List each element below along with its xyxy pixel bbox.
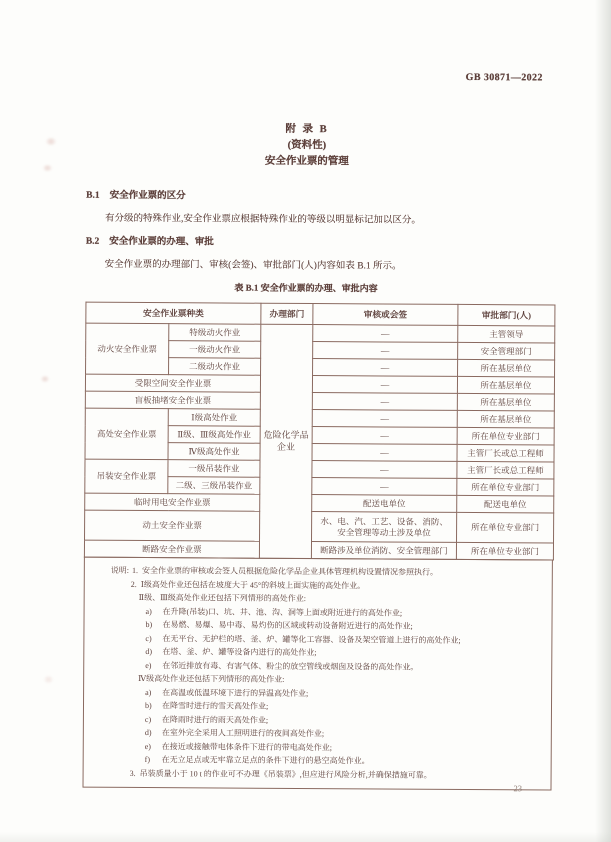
note-letter: d) — [145, 647, 153, 657]
table-row — [85, 510, 554, 543]
table-cell: — — [313, 325, 458, 343]
note-letter: e) — [145, 660, 152, 670]
section-b2-heading — [86, 233, 214, 248]
table-cell: — — [312, 410, 457, 428]
table-cell: 危险化学品企业 — [259, 324, 312, 558]
table-cell: 动火安全作业票 — [86, 323, 169, 375]
table-cell: 一级吊装作业 — [168, 460, 260, 478]
table-cell: Ⅳ级高处作业 — [168, 443, 260, 461]
table-cell: 断路安全作业票 — [84, 540, 259, 558]
table-cell: 一级动火作业 — [169, 341, 261, 359]
appendix-title-block — [1, 120, 611, 172]
notes-label: 说明: — [110, 565, 130, 575]
table-cell: 所在基层单位 — [458, 359, 555, 377]
page-number: 23 — [513, 783, 523, 794]
table-cell: 断路涉及单位消防、安全管理部门 — [311, 542, 456, 560]
note-letter: b) — [144, 701, 152, 711]
section-b1-paragraph: 有分级的特殊作业,安全作业票应根据特殊作业的等级以明显标记加以区分。 — [104, 213, 421, 226]
appendix-name: 安全作业票的管理 — [264, 155, 349, 168]
table-row — [85, 459, 554, 479]
note-line — [84, 766, 543, 782]
header-handler: 办理部门 — [261, 303, 313, 324]
table-b1-container — [82, 302, 555, 794]
note-letter: f) — [144, 755, 151, 765]
table-cell: — — [313, 342, 458, 360]
table-cell: Ⅱ级、Ⅲ级高处作业 — [168, 426, 260, 444]
note-text: 在降雨时进行的雨天高处作业; — [161, 714, 269, 725]
table-row — [85, 408, 554, 428]
note-text: 在邻近排放有毒、有害气体、粉尘的放空管线或烟囱及设备的高处作业。 — [162, 660, 419, 672]
table-cell: 主管厂长或总工程师 — [457, 461, 554, 479]
note-text: 吊装质量小于 10 t 的作业可不办理《吊装票》,但应进行风险分析,并确保措施可靠。 — [139, 768, 432, 780]
header-review: 审核或会签 — [313, 304, 458, 326]
section-b2-title: 安全作业票的办理、审批 — [109, 236, 214, 248]
table-b1 — [84, 302, 556, 561]
table-cell: 高处安全作业票 — [85, 408, 168, 460]
note-number: 3. — [129, 768, 136, 778]
note-text: Ⅳ级高处作业还包括下列情形的高处作业: — [138, 673, 285, 684]
table-cell: 所在基层单位 — [457, 376, 554, 394]
table-cell: 所在基层单位 — [457, 393, 554, 411]
table-cell: 所在基层单位 — [457, 410, 554, 428]
appendix-title: 附 录 B — [285, 123, 329, 136]
table-cell: — — [312, 393, 457, 411]
note-text: 在室外完全采用人工照明进行的夜间高处作业; — [161, 728, 325, 739]
note-letter: a) — [145, 687, 152, 697]
section-b1-heading — [86, 187, 186, 202]
header-approver: 审批部门(人) — [458, 304, 555, 326]
table-cell — [312, 512, 457, 543]
table-cell: 所在单位专业部门 — [457, 427, 554, 445]
table-cell: 主管厂长或总工程师 — [457, 444, 554, 462]
note-text: 在升降(吊装)口、坑、井、池、沟、洞等上面或附近进行的高处作业; — [162, 606, 403, 618]
table-cell: — — [312, 461, 457, 479]
note-number: 1. — [132, 565, 139, 575]
table-cell: 二级动火作业 — [169, 358, 261, 376]
note-letter: e) — [144, 741, 152, 751]
table-caption: 表 B.1 安全作业票的办理、审批内容 — [234, 282, 378, 294]
table-cell: — — [312, 376, 457, 394]
note-text: 在降雪时进行的雪天高处作业; — [161, 701, 269, 711]
note-text: 在接近或接触带电体条件下进行的带电高处作业; — [161, 741, 333, 752]
table-cell: — — [312, 444, 457, 462]
note-text: 在塔、釜、炉、罐等设备内进行的高处作业; — [162, 647, 317, 658]
table-header-row — [86, 302, 555, 326]
header-type: 安全作业票种类 — [86, 302, 261, 324]
table-cell: 临时用电安全作业票 — [85, 493, 260, 511]
review-line-2: 安全管理等动土涉及单位 — [337, 526, 431, 538]
table-cell: 所在单位专业部门 — [457, 478, 554, 496]
table-notes — [82, 557, 552, 794]
table-cell: — — [312, 478, 457, 496]
section-b2-id: B.2 — [85, 236, 100, 247]
note-letter: c) — [144, 714, 152, 724]
table-cell: 特级动火作业 — [169, 324, 261, 342]
table-cell: 所在单位专业部门 — [456, 542, 553, 560]
standard-code: GB 30871—2022 — [465, 71, 543, 84]
table-cell: 所在单位专业部门 — [457, 512, 554, 543]
table-cell: 动土安全作业票 — [85, 510, 260, 541]
note-letter: c) — [145, 633, 152, 643]
review-line-1: 水、电、汽、工艺、设备、消防、 — [320, 515, 448, 527]
table-cell: 二级、三级吊装作业 — [168, 477, 260, 495]
table-cell: 吊装安全作业票 — [85, 459, 168, 494]
table-cell: 盲板抽堵安全作业票 — [85, 391, 260, 409]
note-text: Ⅰ级高处作业还包括在坡度大于 45°的斜坡上面实施的高处作业。 — [140, 579, 366, 590]
table-cell: — — [312, 427, 457, 445]
table-row — [86, 323, 555, 343]
table-cell: 配送电单位 — [457, 495, 554, 513]
table-cell: 安全管理部门 — [458, 342, 555, 360]
note-letter: b) — [145, 620, 153, 630]
note-text: 在无平台、无护栏的塔、釜、炉、罐等化工容器、设备及架空管道上进行的高处作业; — [162, 633, 461, 645]
table-cell: Ⅰ级高处作业 — [168, 409, 260, 427]
table-cell: 主管领导 — [458, 325, 555, 343]
note-letter: a) — [145, 606, 152, 616]
note-text: Ⅱ级、Ⅲ级高处作业还包括下列情形的高处作业: — [138, 592, 307, 604]
note-text: 安全作业票的审核或会签人员根据危险化学品企业具体管理机构设置情况参照执行。 — [142, 566, 439, 577]
note-text: 在无立足点或无牢靠立足点的条件下进行的悬空高处作业。 — [161, 755, 370, 766]
appendix-subtitle: (资料性) — [287, 139, 327, 152]
table-cell: — — [313, 359, 458, 377]
table-cell: 受限空间安全作业票 — [85, 374, 260, 392]
note-text: 在高温或低温环境下进行的异温高处作业; — [162, 687, 309, 698]
section-b1-title: 安全作业票的区分 — [109, 190, 186, 202]
section-b1-id: B.1 — [86, 190, 100, 201]
note-letter: d) — [144, 728, 152, 738]
note-text: 在易燃、易爆、易中毒、易灼伤的区域或转动设备附近进行的高处作业; — [162, 620, 413, 631]
table-cell: 配送电单位 — [312, 495, 457, 513]
section-b2-paragraph: 安全作业票的办理部门、审核(会签)、审批部门(人)内容如表 B.1 所示。 — [104, 259, 402, 272]
note-number: 2. — [130, 579, 137, 589]
